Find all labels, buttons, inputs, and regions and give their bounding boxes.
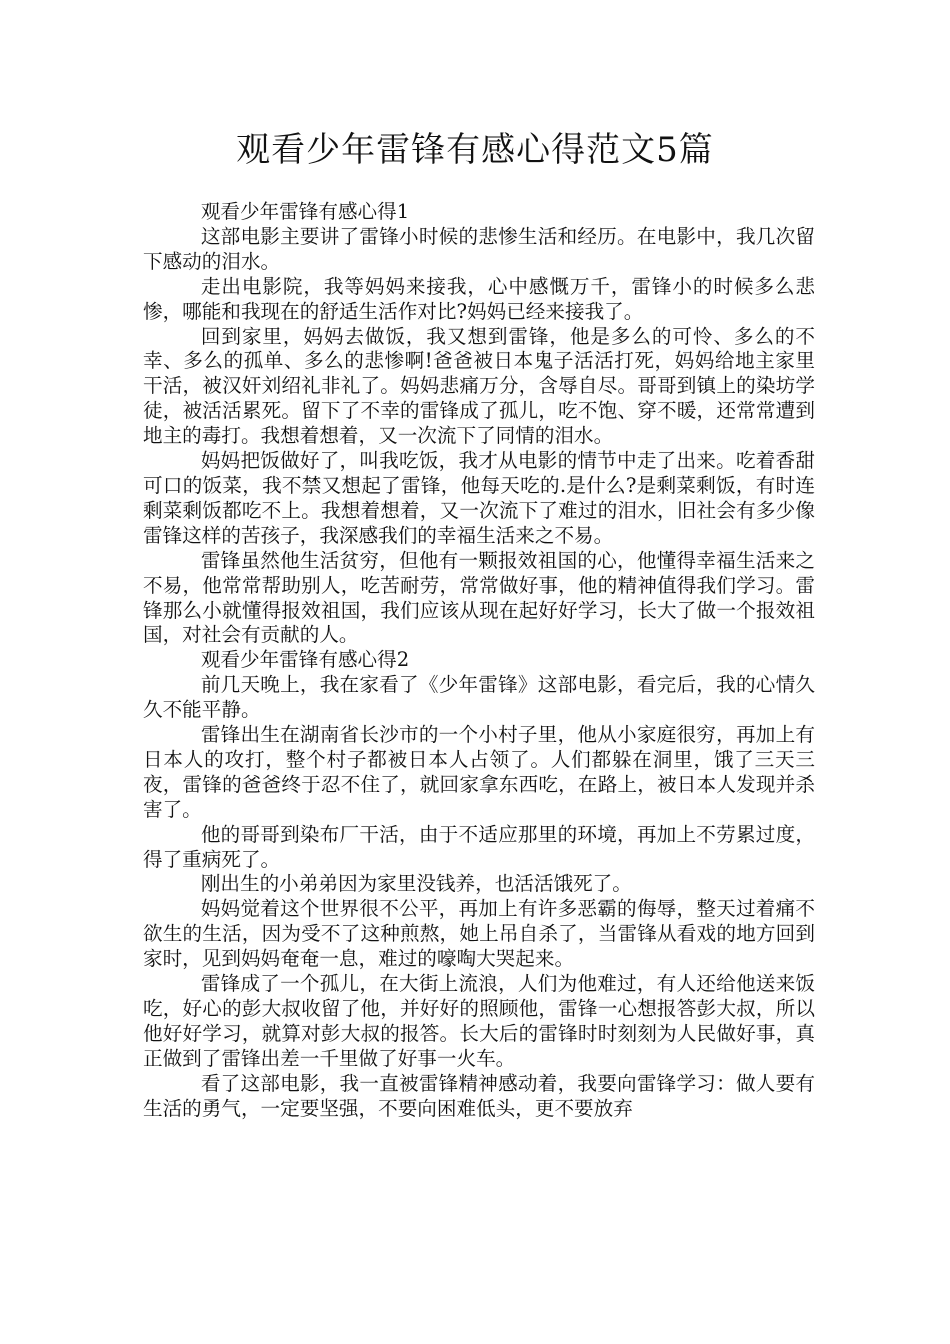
paragraph: 雷锋虽然他生活贫穷，但他有一颗报效祖国的心，他懂得幸福生活来之不易，他常常帮助别人，吃苦耐劳，常常做好事，他的精神值得我们学习。雷锋那么小就懂得报效祖国，我们应该从现在起好好学习，长大了做一个报效祖国，对社会有贡献的人。 <box>143 548 815 647</box>
paragraph: 雷锋出生在湖南省长沙市的一个小村子里，他从小家庭很穷，再加上有日本人的攻打，整个村子都被日本人占领了。人们都躲在洞里，饿了三天三夜，雷锋的爸爸终于忍不住了，就回家拿东西吃，在路上，被日本人发现并杀害了。 <box>143 723 815 821</box>
document-body <box>143 200 815 1122</box>
section-heading-1: 观看少年雷锋有感心得1 <box>200 200 410 223</box>
paragraph: 回到家里，妈妈去做饭，我又想到雷锋，他是多么的可怜、多么的不幸、多么的孤单、多么的悲惨啊!爸爸被日本鬼子活活打死，妈妈给地主家里干活，被汉奸刘绍礼非礼了。妈妈悲痛万分，含辱自尽。哥哥到镇上的染坊学徒，被活活累死。留下了不幸的雷锋成了孤儿，吃不饱、穿不暖，还常常遭到地主的毒打。我想着想着，又一次流下了同情的泪水。 <box>143 324 815 448</box>
document-title: 观看少年雷锋有感心得范文5篇 <box>236 130 714 170</box>
section-heading-2: 观看少年雷锋有感心得2 <box>200 648 410 672</box>
paragraph: 刚出生的小弟弟因为家里没钱养，也活活饿死了。 <box>200 872 632 896</box>
paragraph: 走出电影院，我等妈妈来接我，心中感慨万千，雷锋小的时候多么悲惨，哪能和我现在的舒适生活作对比?妈妈已经来接我了。 <box>143 274 815 323</box>
paragraph: 雷锋成了一个孤儿，在大街上流浪，人们为他难过，有人还给他送来饭吃，好心的彭大叔收留了他，并好好的照顾他，雷锋一心想报答彭大叔，所以他好好学习，就算对彭大叔的报答。长大后的雷锋时时刻刻为人民做好事，真正做到了雷锋出差一千里做了好事一火车。 <box>143 972 815 1070</box>
paragraph: 妈妈觉着这个世界很不公平，再加上有许多恶霸的侮辱，整天过着痛不欲生的生活，因为受不了这种煎熬，她上吊自杀了，当雷锋从看戏的地方回到家时，见到妈妈奄奄一息，难过的嚎啕大哭起来。 <box>143 897 815 971</box>
paragraph: 他的哥哥到染布厂干活，由于不适应那里的环境，再加上不劳累过度，得了重病死了。 <box>143 822 815 871</box>
paragraph: 妈妈把饭做好了，叫我吃饭，我才从电影的情节中走了出来。吃着香甜可口的饭菜，我不禁又想起了雷锋，他每天吃的.是什么?是剩菜剩饭，有时连剩菜剩饭都吃不上。我想着想着，又一次流下了难过的泪水，旧社会有多少像雷锋这样的苦孩子，我深感我们的幸福生活来之不易。 <box>143 449 815 547</box>
paragraph: 前几天晚上，我在家看了《少年雷锋》这部电影，看完后，我的心情久久不能平静。 <box>143 673 815 722</box>
paragraph: 看了这部电影，我一直被雷锋精神感动着，我要向雷锋学习：做人要有生活的勇气，一定要坚强，不要向困难低头，更不要放弃 <box>143 1071 815 1120</box>
paragraph: 这部电影主要讲了雷锋小时候的悲惨生活和经历。在电影中，我几次留下感动的泪水。 <box>143 224 815 273</box>
